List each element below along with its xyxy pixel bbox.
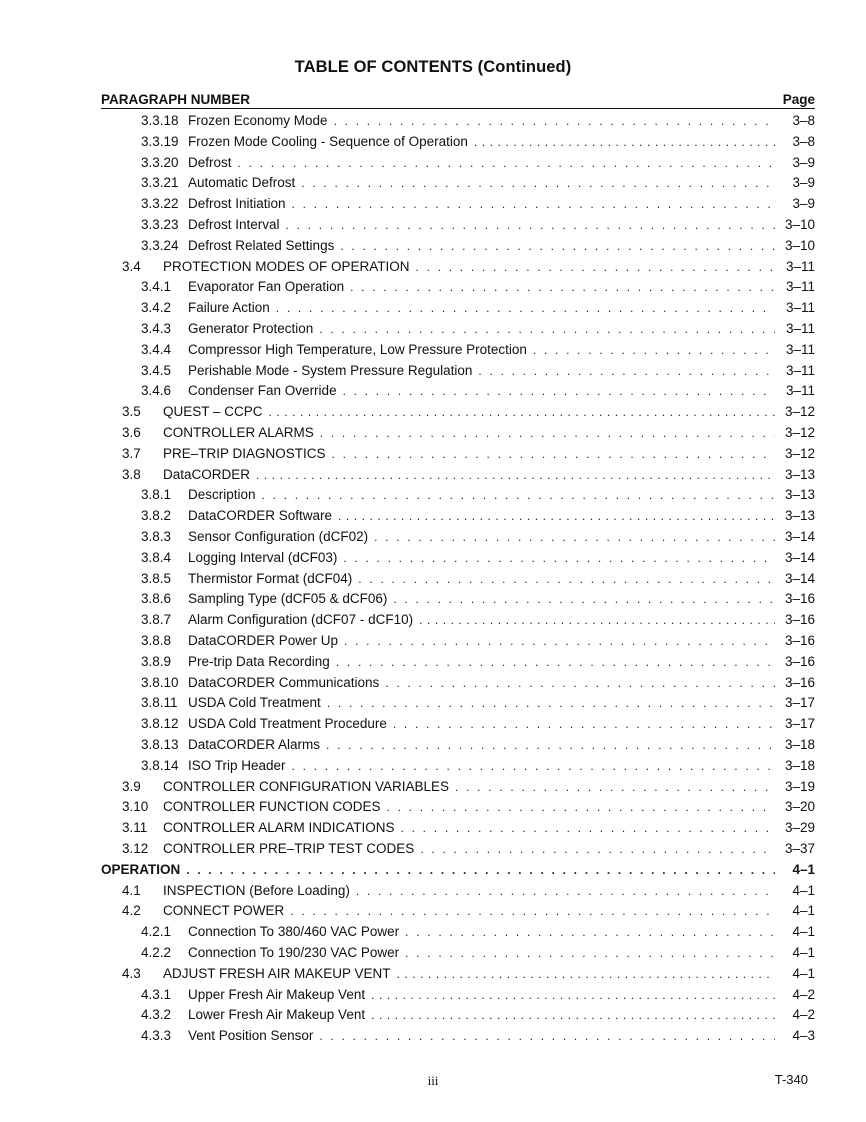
toc-entry-title: Alarm Configuration (dCF07 - dCF10) — [188, 612, 414, 628]
toc-entry-page: 3–14 — [784, 570, 815, 586]
toc-entry-page: 4–1 — [792, 861, 815, 877]
toc-entry-page: 3–12 — [784, 445, 815, 461]
toc-entry-page: 3–16 — [784, 653, 815, 669]
toc-dot-leader — [350, 277, 775, 298]
toc-entry-title: USDA Cold Treatment Procedure — [188, 716, 387, 732]
toc-entry-number: 3.8.10 — [141, 674, 179, 690]
toc-entry-number: 3.11 — [122, 820, 148, 836]
toc-entry-number: 3.3.18 — [141, 113, 179, 128]
toc-entry[interactable] — [141, 569, 815, 590]
toc-entry[interactable] — [141, 194, 815, 215]
toc-entry[interactable] — [141, 173, 815, 194]
toc-dot-leader — [387, 797, 775, 818]
toc-entry-number: 3.4.6 — [141, 383, 172, 399]
toc-entry-page: 3–17 — [784, 716, 815, 732]
toc-entry[interactable] — [122, 257, 815, 278]
toc-entry-number: 3.4.1 — [141, 279, 172, 295]
toc-entry-title: Evaporator Fan Operation — [188, 279, 345, 295]
toc-entry-page: 3–19 — [784, 778, 815, 794]
toc-entry-title: ISO Trip Header — [188, 757, 286, 773]
toc-entry-page: 3–8 — [792, 113, 815, 128]
toc-entry[interactable] — [122, 444, 815, 465]
toc-entry-page: 3–10 — [784, 237, 815, 253]
toc-entry[interactable] — [141, 277, 815, 298]
toc-entry-title: CONTROLLER ALARMS — [163, 425, 314, 440]
toc-dot-leader — [393, 589, 775, 610]
toc-entry[interactable] — [141, 1005, 815, 1026]
toc-entry-number: 3.8.13 — [141, 737, 179, 752]
toc-entry-title: CONTROLLER FUNCTION CODES — [163, 799, 381, 815]
toc-dot-leader — [327, 693, 775, 714]
toc-entry-page: 4–2 — [792, 986, 815, 1002]
toc-entry-number: 3.3.20 — [141, 154, 179, 170]
page-title: TABLE OF CONTENTS (Continued) — [294, 58, 572, 76]
toc-entry[interactable] — [141, 111, 815, 132]
toc-entry-number: 3.4.3 — [141, 321, 172, 336]
toc-entry-number: 4.3.1 — [141, 986, 172, 1002]
toc-entry-page: 3–13 — [784, 487, 815, 503]
toc-entry[interactable] — [141, 943, 815, 964]
toc-entry-title: CONTROLLER PRE–TRIP TEST CODES — [163, 841, 415, 856]
toc-entry[interactable] — [141, 319, 815, 340]
toc-dot-leader — [344, 631, 775, 652]
toc-dot-leader — [343, 381, 775, 402]
toc-entry-title: DataCORDER Software — [188, 508, 333, 524]
toc-entry-page: 3–12 — [784, 425, 815, 440]
toc-entry-number: 3.8.6 — [141, 591, 172, 607]
toc-entry[interactable] — [141, 548, 815, 569]
toc-entry-title: INSPECTION (Before Loading) — [163, 882, 350, 898]
toc-entry-title: Frozen Economy Mode — [188, 113, 328, 128]
toc-entry-page: 3–12 — [784, 404, 815, 420]
toc-dot-leader — [290, 901, 775, 922]
toc-entry-number: 4.3.2 — [141, 1007, 172, 1023]
toc-dot-leader — [419, 610, 775, 631]
toc-entry[interactable] — [122, 964, 815, 985]
toc-entry-page: 3–29 — [784, 820, 815, 836]
toc-entry-title: Sampling Type (dCF05 & dCF06) — [188, 591, 388, 607]
toc-entry-page: 4–1 — [792, 882, 815, 898]
toc-entry-page: 3–16 — [784, 633, 815, 648]
toc-dot-leader — [371, 985, 775, 1006]
toc-entry-number: 3.8.4 — [141, 549, 172, 565]
toc-header — [101, 91, 815, 109]
toc-entry-page: 3–13 — [784, 508, 815, 524]
toc-entry-page: 3–14 — [784, 549, 815, 565]
toc-entry[interactable] — [141, 631, 815, 652]
toc-entry-title: PROTECTION MODES OF OPERATION — [163, 258, 410, 274]
toc-entry[interactable] — [122, 402, 815, 423]
toc-dot-leader — [356, 881, 775, 902]
toc-entry-title: Description — [188, 487, 256, 503]
toc-entry[interactable] — [122, 777, 815, 798]
toc-entry-title: Lower Fresh Air Makeup Vent — [188, 1007, 366, 1023]
toc-entry-title: ADJUST FRESH AIR MAKEUP VENT — [163, 965, 391, 981]
toc-entry[interactable] — [122, 797, 815, 818]
toc-entry[interactable] — [141, 610, 815, 631]
toc-entry[interactable] — [141, 922, 815, 943]
toc-entry-title: Compressor High Temperature, Low Pressure Protection — [188, 341, 527, 357]
toc-entry-page: 4–2 — [792, 1007, 815, 1023]
toc-entry[interactable] — [141, 132, 815, 153]
toc-entry-title: DataCORDER — [163, 466, 251, 482]
toc-entry-page: 3–11 — [785, 321, 815, 336]
toc-entry[interactable] — [141, 215, 815, 236]
toc-entry[interactable] — [141, 589, 815, 610]
toc-entry-page: 3–11 — [785, 383, 815, 399]
toc-entry-title: USDA Cold Treatment — [188, 695, 321, 711]
toc-dot-leader — [262, 485, 775, 506]
toc-dot-leader — [371, 1005, 775, 1026]
toc-entry-title: Thermistor Format (dCF04) — [188, 570, 353, 586]
toc-entry-page: 3–18 — [784, 757, 815, 773]
toc-dot-leader — [338, 506, 775, 527]
toc-entry-page: 3–14 — [784, 529, 815, 544]
toc-entry[interactable] — [141, 381, 815, 402]
toc-dot-leader — [320, 423, 775, 444]
toc-entry-page: 4–1 — [792, 945, 815, 960]
toc-entry-page: 3–9 — [792, 175, 815, 191]
toc-entry-number: 3.7 — [122, 445, 141, 461]
toc-entry[interactable] — [141, 693, 815, 714]
toc-entry-number: 3.4.4 — [141, 341, 172, 357]
toc-entry-title: Automatic Defrost — [188, 175, 296, 191]
toc-entry-number: 3.8.7 — [141, 612, 172, 628]
toc-entry-number: 3.8.5 — [141, 570, 172, 586]
toc-dot-leader — [455, 777, 775, 798]
toc-entry-number: 3.8.3 — [141, 529, 172, 544]
toc-entry-number: 3.3.24 — [141, 237, 179, 253]
toc-entry-title: CONTROLLER ALARM INDICATIONS — [163, 820, 395, 836]
toc-dot-leader — [397, 964, 775, 985]
toc-entry-number: 3.8.2 — [141, 508, 172, 524]
toc-entry-number: 4.1 — [122, 882, 141, 898]
toc-dot-leader — [474, 132, 775, 153]
toc-entry-page: 3–11 — [785, 279, 815, 295]
toc-dot-leader — [358, 569, 775, 590]
toc-dot-leader — [385, 673, 775, 694]
toc-dot-leader — [332, 444, 775, 465]
toc-dot-leader — [186, 860, 775, 881]
toc-entry-title: Defrost Interval — [188, 217, 280, 232]
toc-entry-number: 4.2.1 — [141, 924, 172, 940]
toc-dot-leader — [420, 839, 775, 860]
toc-dot-leader — [374, 527, 775, 548]
toc-entry-number: 3.8.9 — [141, 653, 172, 669]
toc-entry[interactable] — [122, 839, 815, 860]
toc-entry[interactable] — [141, 652, 815, 673]
toc-entry[interactable] — [141, 153, 815, 174]
toc-entry[interactable] — [122, 465, 815, 486]
toc-entry-page: 3–11 — [785, 341, 815, 357]
toc-dot-leader — [238, 153, 775, 174]
toc-entry-title: Upper Fresh Air Makeup Vent — [188, 986, 366, 1002]
toc-dot-leader — [405, 943, 775, 964]
toc-entry-number: 4.3 — [122, 965, 141, 981]
toc-entry[interactable] — [141, 485, 815, 506]
toc-dot-leader — [334, 111, 775, 132]
toc-entry-page: 3–17 — [784, 695, 815, 711]
toc-entry-page: 3–11 — [785, 258, 815, 274]
toc-dot-leader — [478, 361, 775, 382]
toc-entry-number: 4.3.3 — [141, 1028, 172, 1044]
toc-entry-title: Generator Protection — [188, 321, 314, 336]
toc-dot-leader — [256, 465, 775, 486]
footer-page-number: iii — [427, 1073, 439, 1088]
toc-entry[interactable] — [141, 673, 815, 694]
toc-entry-number: 3.8.14 — [141, 757, 179, 773]
toc-entry-title: Pre-trip Data Recording — [188, 653, 330, 669]
toc-entry-page: 4–1 — [792, 903, 815, 919]
toc-entry-title: OPERATION — [101, 861, 181, 877]
toc-entry-title: Vent Position Sensor — [188, 1028, 314, 1044]
toc-entry[interactable] — [141, 361, 815, 382]
header-paragraph-number: PARAGRAPH NUMBER — [101, 92, 251, 107]
toc-entry-page: 3–8 — [792, 133, 815, 149]
toc-entry[interactable] — [122, 818, 815, 839]
toc-dot-leader — [343, 548, 775, 569]
toc-entry-page: 3–16 — [784, 591, 815, 607]
toc-entry-number: 3.5 — [122, 404, 141, 420]
toc-entry-page: 3–20 — [784, 799, 815, 815]
toc-entry-number: 4.2.2 — [141, 945, 172, 960]
header-page: Page — [782, 92, 815, 107]
toc-entry-page: 4–1 — [792, 965, 815, 981]
toc-entry-number: 3.10 — [122, 799, 149, 815]
toc-entry-number: 3.3.21 — [141, 175, 179, 191]
toc-entry-number: 3.12 — [122, 841, 149, 856]
toc-entry-title: CONTROLLER CONFIGURATION VARIABLES — [163, 778, 450, 794]
toc-entry-number: 3.8.1 — [141, 487, 172, 503]
toc-entry-title: Defrost — [188, 154, 232, 170]
toc-entry-number: 4.2 — [122, 903, 141, 919]
toc-entry-number: 3.4 — [122, 258, 141, 274]
toc-dot-leader — [401, 818, 775, 839]
toc-entry-page: 3–9 — [792, 154, 815, 170]
toc-entry[interactable] — [122, 901, 815, 922]
toc-entry-number: 3.3.23 — [141, 217, 179, 232]
toc-entry-number: 3.6 — [122, 425, 141, 440]
toc-entry-page: 3–37 — [784, 841, 815, 856]
toc-entry[interactable] — [141, 340, 815, 361]
toc-entry-number: 3.3.19 — [141, 133, 179, 149]
toc-entry-page: 4–3 — [792, 1028, 815, 1044]
toc-dot-leader — [319, 1026, 775, 1047]
toc-entry[interactable] — [122, 423, 815, 444]
toc-dot-leader — [292, 756, 775, 777]
toc-entry-page: 3–11 — [785, 362, 815, 378]
toc-entry[interactable] — [141, 985, 815, 1006]
toc-dot-leader — [301, 173, 775, 194]
toc-entry-number: 3.4.2 — [141, 300, 172, 316]
toc-dot-leader — [326, 735, 775, 756]
toc-entry-page: 3–11 — [785, 300, 815, 316]
toc-entry-page: 3–16 — [784, 612, 815, 628]
toc-entry-title: Condenser Fan Override — [188, 383, 337, 399]
toc-entry-title: Frozen Mode Cooling - Sequence of Operation — [188, 133, 468, 149]
toc-entry[interactable] — [101, 860, 815, 881]
toc-entry-title: Connection To 380/460 VAC Power — [188, 924, 400, 940]
toc-entry-number: 3.8.12 — [141, 716, 179, 732]
toc-entry-title: Logging Interval (dCF03) — [188, 549, 338, 565]
toc-dot-leader — [276, 298, 775, 319]
toc-dot-leader — [405, 922, 775, 943]
toc-dot-leader — [393, 714, 775, 735]
toc-entry-number: 3.3.22 — [141, 196, 179, 212]
toc-entry-title: PRE–TRIP DIAGNOSTICS — [163, 445, 326, 461]
toc-entry[interactable] — [122, 881, 815, 902]
toc-entry[interactable] — [141, 735, 815, 756]
toc-dot-leader — [416, 257, 775, 278]
toc-entry-title: DataCORDER Communications — [188, 674, 380, 690]
toc-entry-page: 4–1 — [792, 924, 815, 940]
toc-entry-title: DataCORDER Alarms — [188, 737, 321, 752]
toc-dot-leader — [319, 319, 775, 340]
footer-doc-id: T-340 — [774, 1072, 808, 1087]
toc-dot-leader — [533, 340, 775, 361]
toc-entry-number: 3.4.5 — [141, 362, 172, 378]
toc-entry[interactable] — [141, 1026, 815, 1047]
toc-entry-page: 3–9 — [792, 196, 815, 212]
toc-entry-number: 3.8.8 — [141, 633, 172, 648]
toc-entry-title: Defrost Related Settings — [188, 237, 335, 253]
toc-entry[interactable] — [141, 756, 815, 777]
toc-entry-title: Perishable Mode - System Pressure Regulation — [188, 362, 473, 378]
toc-dot-leader — [286, 215, 775, 236]
toc-entry-title: QUEST – CCPC — [163, 404, 263, 420]
toc-entry-number: 3.8 — [122, 466, 141, 482]
toc-entry-title: Defrost Initiation — [188, 196, 286, 212]
toc-entry-title: DataCORDER Power Up — [188, 633, 339, 648]
toc-entry-title: Sensor Configuration (dCF02) — [188, 529, 369, 544]
toc-entry-page: 3–18 — [784, 737, 815, 752]
toc-entry[interactable] — [141, 298, 815, 319]
toc-entry[interactable] — [141, 506, 815, 527]
toc-entry-page: 3–10 — [784, 217, 815, 232]
toc-entry-page: 3–13 — [784, 466, 815, 482]
toc-entry[interactable] — [141, 236, 815, 257]
toc-entry-title: Failure Action — [188, 300, 270, 316]
toc-dot-leader — [269, 402, 775, 423]
toc-entry[interactable] — [141, 714, 815, 735]
toc-dot-leader — [336, 652, 775, 673]
toc-dot-leader — [340, 236, 775, 257]
toc-entry-page: 3–16 — [784, 674, 815, 690]
toc-entry-title: Connection To 190/230 VAC Power — [188, 945, 400, 960]
toc-entry[interactable] — [141, 527, 815, 548]
toc-dot-leader — [292, 194, 775, 215]
toc-entry-title: CONNECT POWER — [163, 903, 285, 919]
toc-entry-number: 3.8.11 — [141, 695, 178, 711]
toc-entry-number: 3.9 — [122, 778, 141, 794]
